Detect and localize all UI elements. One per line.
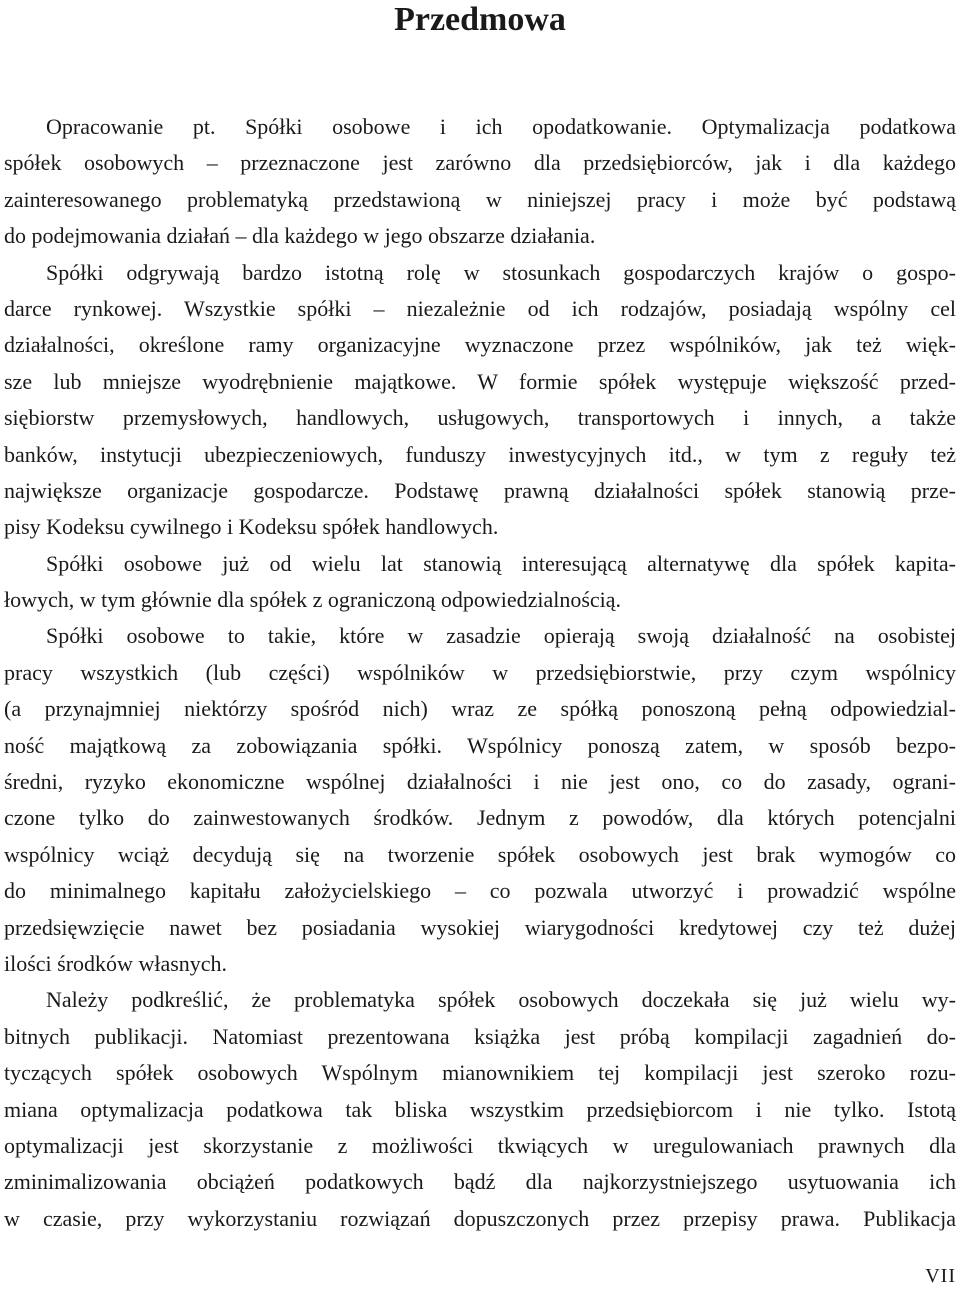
text-line: siębiorstw przemysłowych, handlowych, usługowych, transportowych i innych, a także bbox=[4, 405, 956, 431]
body-text bbox=[4, 109, 956, 1237]
paragraph bbox=[4, 255, 956, 546]
text-line: spółek osobowych – przeznaczone jest zarówno dla przedsiębiorców, jak i dla każdego bbox=[4, 150, 956, 176]
text-line: zminimalizowania obciążeń podatkowych bądź dla najkorzystniejszego usytuowania ich bbox=[4, 1169, 956, 1195]
text-line: czone tylko do zainwestowanych środków. Jednym z powodów, dla których potencjalni bbox=[4, 805, 956, 831]
text-line: Spółki osobowe to takie, które w zasadzie opierają swoją działalność na osobistej bbox=[46, 623, 956, 649]
text-line: ność majątkową za zobowiązania spółki. Wspólnicy ponoszą zatem, w sposób bezpo- bbox=[4, 732, 956, 758]
text-line: średni, ryzyko ekonomiczne wspólnej działalności i nie jest ono, co do zasady, ograni- bbox=[4, 769, 956, 795]
text-line: (a przynajmniej niektórzy spośród nich) wraz ze spółką ponoszoną pełną odpowiedzial- bbox=[4, 696, 956, 722]
text-line: pisy Kodeksu cywilnego i Kodeksu spółek handlowych. bbox=[4, 514, 499, 540]
text-line: bitnych publikacji. Natomiast prezentowana książka jest próbą kompilacji zagadnień do- bbox=[4, 1023, 956, 1049]
page-number: VII bbox=[925, 1265, 956, 1287]
paragraph bbox=[4, 109, 956, 255]
text-line: zainteresowanego problematyką przedstawioną w niniejszej pracy i może być podstawą bbox=[4, 186, 956, 212]
text-line: przedsięwzięcie nawet bez posiadania wysokiej wiarygodności kredytowej czy też dużej bbox=[4, 914, 956, 940]
paragraph bbox=[4, 618, 956, 982]
text-line: pracy wszystkich (lub części) wspólników w przedsiębiorstwie, przy czym wspólnicy bbox=[4, 659, 956, 685]
text-line: banków, instytucji ubezpieczeniowych, funduszy inwestycyjnych itd., w tym z reguły też bbox=[4, 441, 956, 467]
text-line: Opracowanie pt. Spółki osobowe i ich opodatkowanie. Optymalizacja podatkowa bbox=[46, 114, 956, 139]
text-line: miana optymalizacja podatkowa tak bliska wszystkim przedsiębiorcom i nie tylko. Istotą bbox=[4, 1096, 956, 1122]
text-line: wspólnicy wciąż decydują się na tworzenie spółek osobowych jest brak wymogów co bbox=[4, 841, 956, 867]
text-line: do podejmowania działań – dla każdego w jego obszarze działania. bbox=[4, 223, 596, 249]
text-line: Należy podkreślić, że problematyka spółek osobowych doczekała się już wielu wy- bbox=[46, 987, 956, 1013]
text-line: darce rynkowej. Wszystkie spółki – niezależnie od ich rodzajów, posiadają wspólny cel bbox=[4, 295, 956, 321]
text-line: działalności, określone ramy organizacyjne wyznaczone przez wspólników, jak też więk- bbox=[4, 332, 956, 358]
text-line: sze lub mniejsze wyodrębnienie majątkowe. W formie spółek występuje większość przed- bbox=[4, 368, 956, 394]
text-line: w czasie, przy wykorzystaniu rozwiązań dopuszczonych przez przepisy prawa. Publikacja bbox=[4, 1205, 956, 1231]
paragraph bbox=[4, 546, 956, 619]
text-line: Spółki osobowe już od wielu lat stanowią interesującą alternatywę dla spółek kapita- bbox=[46, 550, 956, 576]
text-line: największe organizacje gospodarcze. Podstawę prawną działalności spółek stanowią prze- bbox=[4, 477, 956, 503]
paragraph bbox=[4, 982, 956, 1237]
page-title: Przedmowa bbox=[394, 1, 566, 38]
text-line: optymalizacji jest skorzystanie z możliwości tkwiących w uregulowaniach prawnych dla bbox=[4, 1132, 956, 1158]
text-line: łowych, w tym głównie dla spółek z ograniczoną odpowiedzialnością. bbox=[4, 587, 622, 613]
text-line: do minimalnego kapitału założycielskiego – co pozwala utworzyć i prowadzić wspólne bbox=[4, 878, 956, 904]
text-line: ilości środków własnych. bbox=[4, 950, 228, 976]
text-line: Spółki odgrywają bardzo istotną rolę w stosunkach gospodarczych krajów o gospo- bbox=[46, 259, 956, 285]
text-line: tyczących spółek osobowych Wspólnym mianownikiem tej kompilacji jest szeroko rozu- bbox=[4, 1060, 956, 1086]
